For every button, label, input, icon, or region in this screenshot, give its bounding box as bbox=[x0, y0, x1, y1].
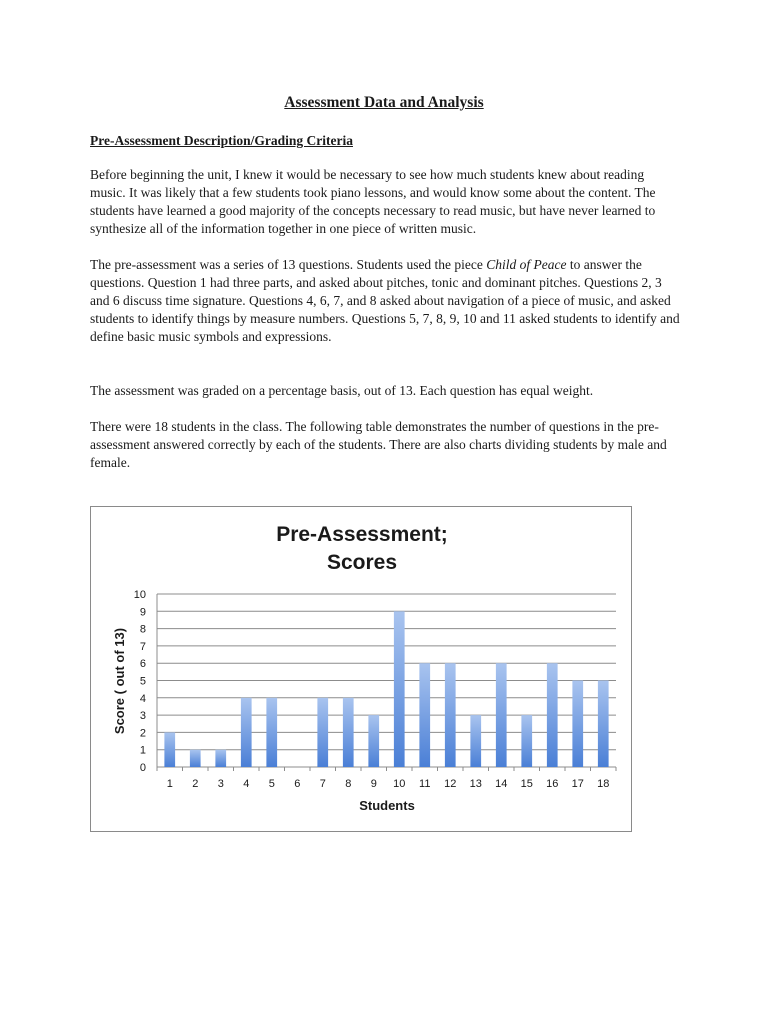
x-tick-label: 3 bbox=[217, 778, 224, 790]
paragraph-intro bbox=[90, 166, 680, 238]
y-tick-label: 0 bbox=[139, 762, 146, 774]
paragraph-text: The assessment was graded on a percentage basis, out of 13. Each question has equal weight. bbox=[90, 383, 594, 398]
bars bbox=[164, 611, 608, 767]
y-tick-label: 9 bbox=[139, 606, 146, 619]
bar-student-8 bbox=[343, 698, 354, 767]
x-tick-label: 8 bbox=[345, 778, 352, 790]
x-tick-label: 10 bbox=[393, 778, 406, 790]
chart-title-line-2: Scores bbox=[326, 551, 398, 574]
x-tick-label: 15 bbox=[520, 778, 533, 790]
bar-student-10 bbox=[394, 611, 405, 767]
x-tick-label: 12 bbox=[444, 778, 457, 790]
x-tick-label: 1 bbox=[166, 778, 173, 790]
y-tick-label: 1 bbox=[139, 744, 146, 757]
chart-title-line-1: Pre-Assessment; bbox=[276, 523, 448, 546]
document-title: Assessment Data and Analysis bbox=[284, 94, 484, 111]
x-tick-label: 16 bbox=[546, 778, 559, 790]
y-tick-labels bbox=[134, 589, 146, 774]
bar-student-17 bbox=[572, 681, 583, 768]
piece-title: Child of Peace bbox=[486, 257, 567, 272]
bar-student-5 bbox=[266, 698, 277, 767]
bar-student-1 bbox=[164, 732, 175, 767]
bar-student-2 bbox=[190, 750, 201, 767]
x-tick-label: 13 bbox=[469, 778, 482, 790]
paragraph-text: The pre-assessment was a series of 13 questions. Students used the piece bbox=[90, 257, 487, 272]
x-tick-label: 11 bbox=[419, 778, 431, 790]
bar-student-11 bbox=[419, 663, 430, 767]
paragraph-text: There were 18 students in the class. The following table demonstrates the number of questions in the pre-assessment answered correctly by each of the students. There are also charts dividing students by male and female. bbox=[90, 419, 667, 470]
bar-student-14 bbox=[496, 663, 507, 767]
x-tick-label: 7 bbox=[319, 778, 326, 790]
x-tick-label: 14 bbox=[495, 778, 508, 790]
bar-student-3 bbox=[215, 750, 226, 767]
x-tick-label: 18 bbox=[597, 778, 610, 790]
x-tick-label: 5 bbox=[268, 778, 275, 790]
paragraph-text: to answer the questions. Question 1 had three parts, and asked about pitches, tonic and dominant pitches. Questions 2, 3 and 6 discuss time signature. Questions 4, 6, 7, and 8 asked about navigation of a piece of music, and asked students to identify things by measure numbers. Questions 5, 7, 8, 9, 10 and 11 asked students to identify and define basic music symbols and expressions. bbox=[90, 257, 680, 344]
x-tick-labels bbox=[167, 778, 610, 790]
x-tick-label: 17 bbox=[571, 778, 584, 790]
y-tick-label: 2 bbox=[139, 727, 146, 740]
chart-frame bbox=[90, 506, 632, 832]
x-tick-label: 4 bbox=[243, 778, 250, 790]
y-tick-label: 7 bbox=[139, 640, 146, 653]
x-tick-label: 6 bbox=[294, 778, 301, 790]
x-tick-label: 9 bbox=[370, 778, 377, 790]
y-tick-label: 4 bbox=[139, 692, 146, 705]
x-axis-label: Students bbox=[359, 798, 415, 813]
bar-student-13 bbox=[470, 715, 481, 767]
bar-student-4 bbox=[241, 698, 252, 767]
y-tick-label: 3 bbox=[139, 710, 146, 723]
bar-student-7 bbox=[317, 698, 328, 767]
y-tick-label: 8 bbox=[139, 623, 146, 636]
y-tick-label: 6 bbox=[139, 658, 146, 671]
paragraph-assessment-description bbox=[90, 256, 680, 346]
y-tick-label: 5 bbox=[139, 675, 146, 688]
bar-student-18 bbox=[598, 681, 609, 768]
bar-chart bbox=[91, 507, 631, 831]
paragraph-grading bbox=[90, 382, 680, 400]
x-tick-label: 2 bbox=[192, 778, 199, 790]
paragraph-text: Before beginning the unit, I knew it would be necessary to see how much students knew about reading music. It was likely that a few students took piano lessons, and would know some about the content. The students have learned a good majority of the concepts necessary to read music, but have never learned to synthesize all of the information together in one piece of written music. bbox=[90, 167, 656, 236]
y-tick-label: 10 bbox=[133, 589, 146, 601]
bar-student-9 bbox=[368, 715, 379, 767]
bar-student-15 bbox=[521, 715, 532, 767]
bar-student-12 bbox=[445, 663, 456, 767]
section-heading: Pre-Assessment Description/Grading Criteria bbox=[90, 133, 353, 148]
bar-student-16 bbox=[547, 663, 558, 767]
paragraph-class-info bbox=[90, 418, 680, 472]
y-axis-label: Score ( out of 13) bbox=[112, 627, 127, 735]
